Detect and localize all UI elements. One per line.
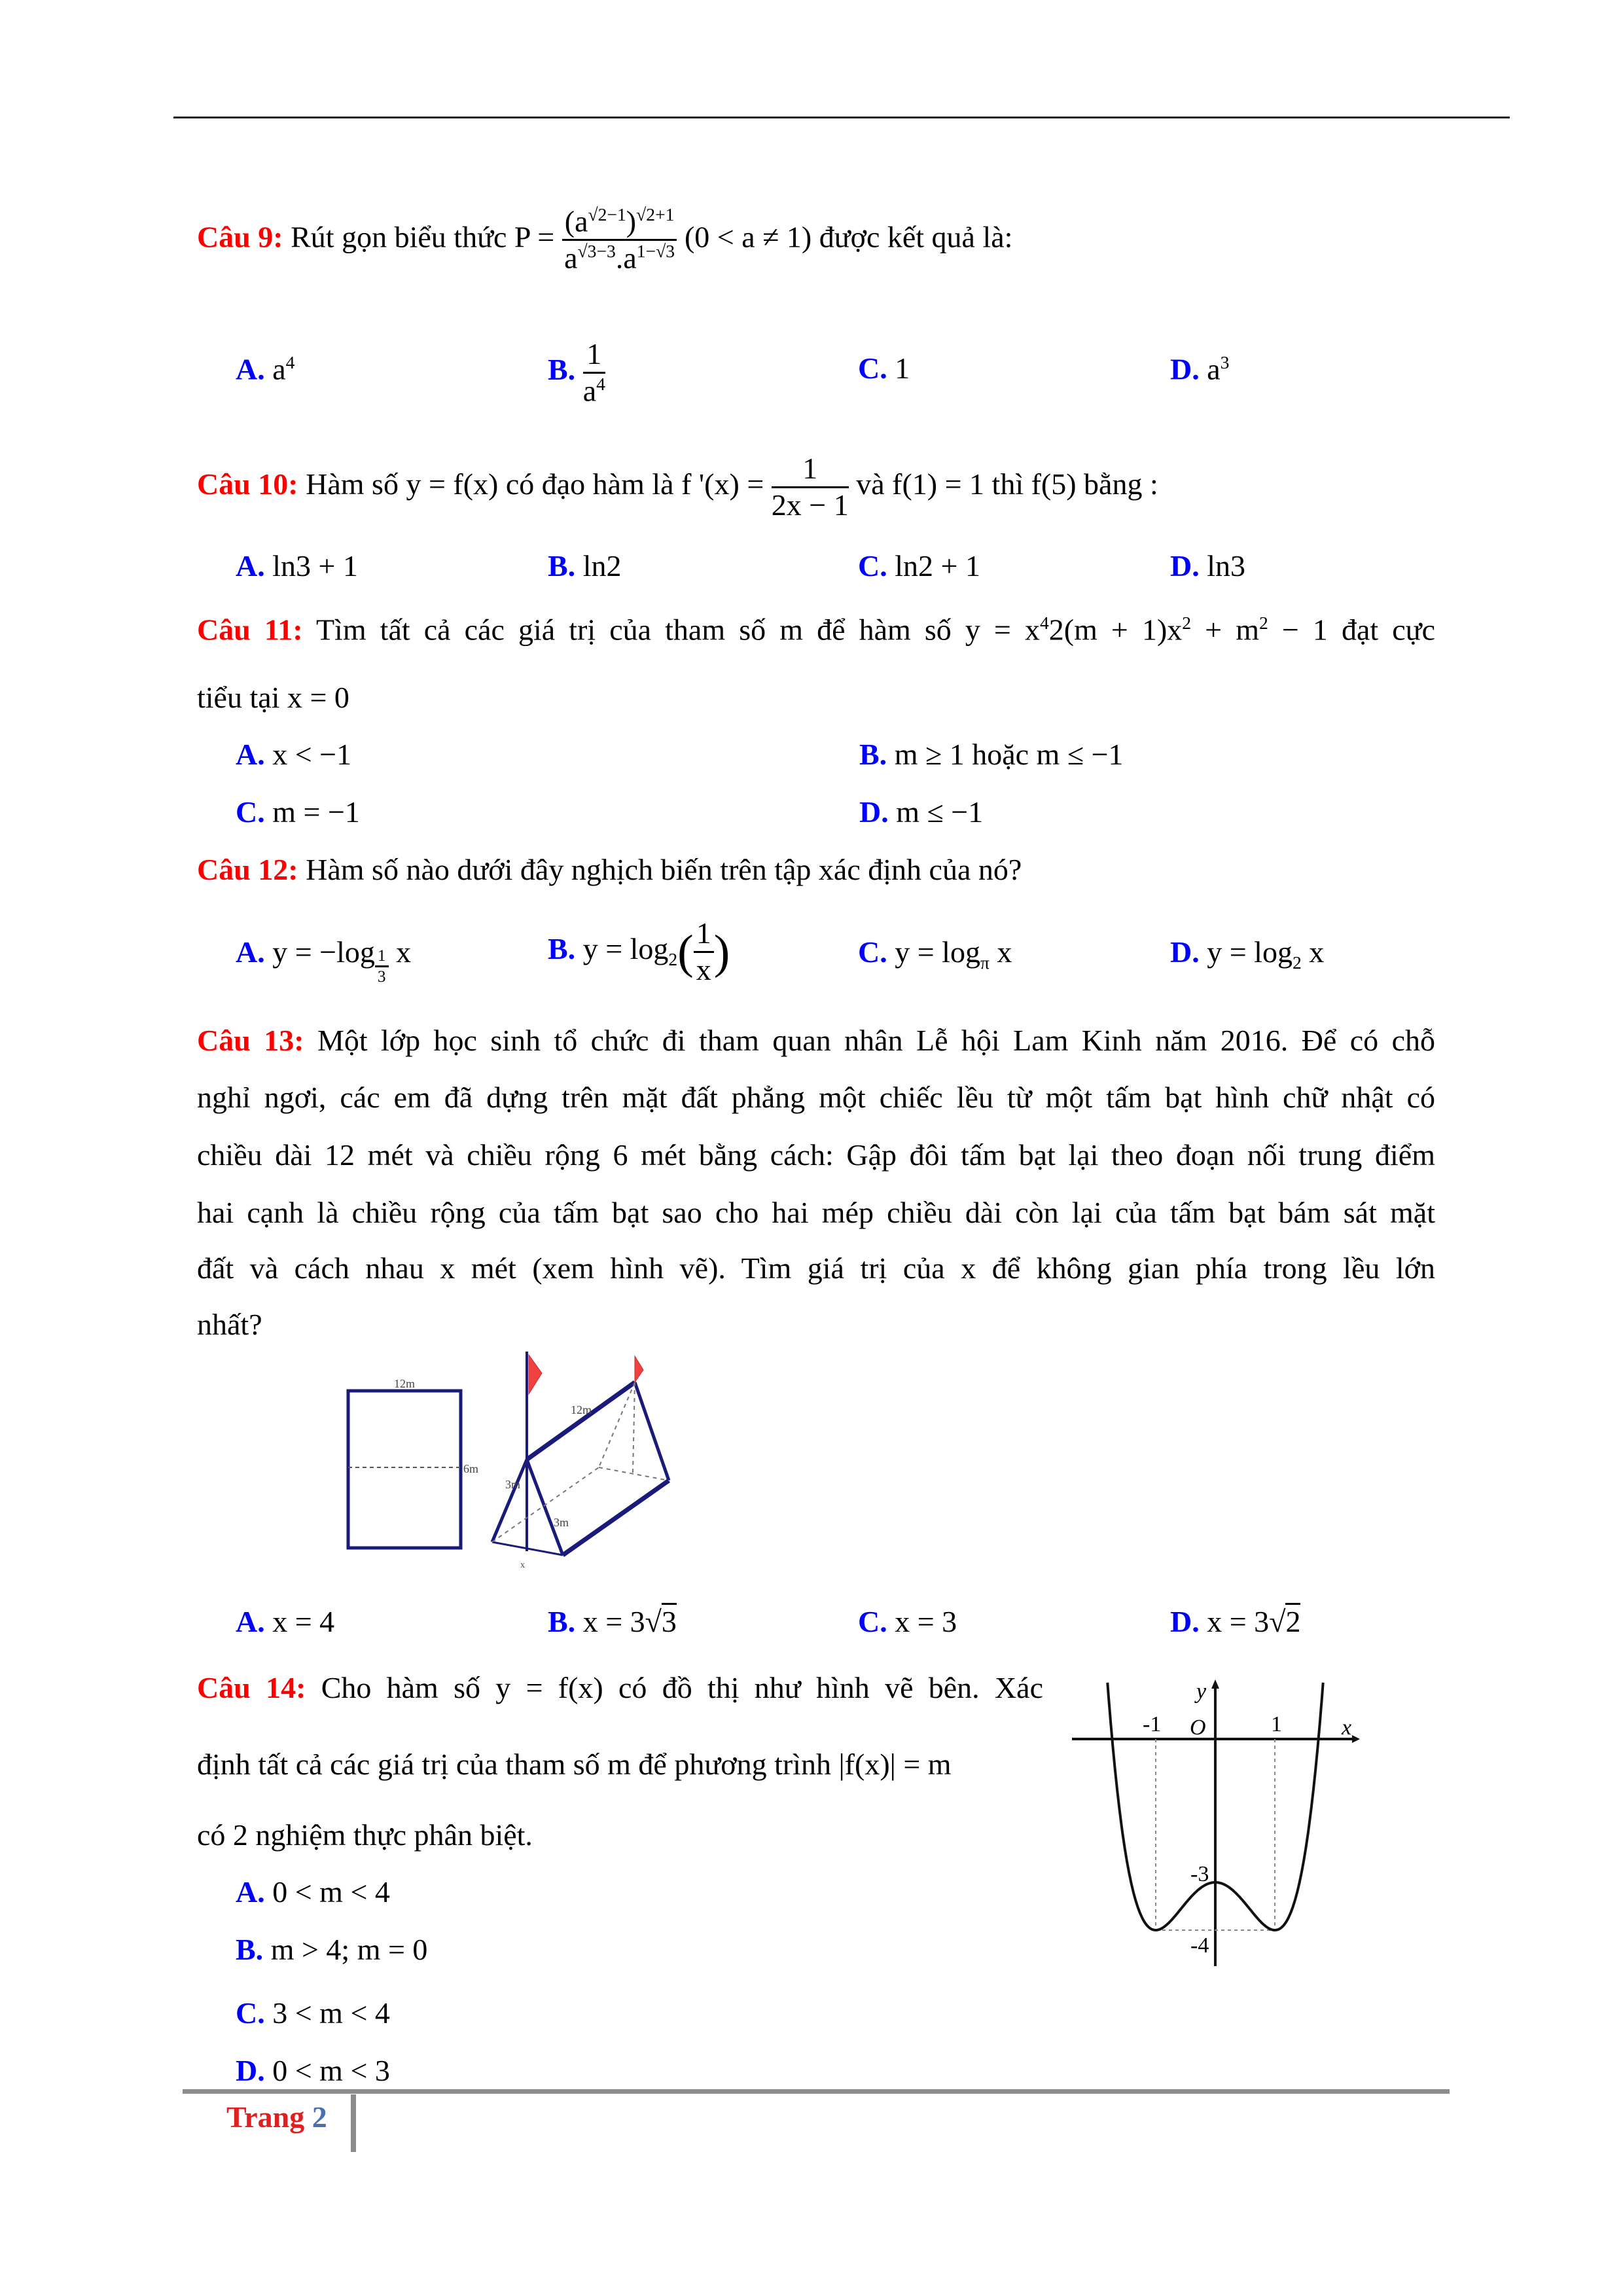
- option-value: 0 < m < 4: [272, 1875, 390, 1909]
- option-key: D.: [1170, 935, 1200, 969]
- exponent: 2: [1258, 613, 1268, 633]
- option-fraction: [694, 916, 714, 988]
- option-b[interactable]: [548, 1607, 677, 1637]
- base-label: x: [520, 1560, 525, 1570]
- option-key: D.: [1170, 549, 1200, 583]
- exponent: 4: [596, 373, 605, 394]
- footer-label: Trang: [226, 2100, 305, 2134]
- denominator: x: [696, 952, 711, 986]
- exponent: 4: [1039, 613, 1049, 633]
- question-13-line: nghỉ ngơi, các em đã dựng trên mặt đất phẳng một chiếc lều từ một tấm bạt hình chữ nhật có: [197, 1081, 1435, 1114]
- option-c[interactable]: [236, 797, 360, 827]
- option-a[interactable]: [236, 740, 351, 770]
- numerator: 1: [375, 946, 389, 967]
- question-13-line: nhất?: [197, 1308, 262, 1341]
- option-b[interactable]: [236, 1935, 427, 1965]
- option-key: C.: [858, 1605, 887, 1638]
- option-a[interactable]: [236, 551, 358, 581]
- question-text: và f(1) = 1 thì f(5) bằng :: [856, 467, 1158, 501]
- question-11: [197, 614, 1435, 645]
- question-12: [197, 855, 1022, 885]
- option-c[interactable]: [858, 353, 910, 384]
- option-key: D.: [236, 2054, 265, 2087]
- option-value: x = 3: [1207, 1605, 1270, 1638]
- option-a[interactable]: [236, 937, 411, 986]
- question-text: Rút gọn biểu thức P =: [291, 220, 555, 254]
- option-b[interactable]: [859, 740, 1124, 770]
- option-value: x: [388, 935, 412, 969]
- option-value: y = log: [582, 931, 669, 965]
- numerator: 1: [772, 452, 849, 488]
- question-text: tiểu tại x = 0: [197, 681, 349, 714]
- option-value: x = 4: [272, 1605, 335, 1638]
- numerator: $(a^{√2-1})^{√2+1}$: [562, 204, 677, 241]
- question-14: [197, 1673, 1043, 1703]
- option-key: C.: [858, 549, 887, 583]
- question-text: Cho hàm số y = f(x) có đồ thị như hình vẽ bên. Xác: [321, 1671, 1044, 1704]
- exponent: 4: [285, 352, 295, 372]
- question-label: Câu 13:: [197, 1024, 304, 1057]
- option-value: x: [989, 935, 1012, 969]
- denominator: 3: [377, 967, 386, 986]
- option-a[interactable]: [236, 353, 294, 384]
- length-label: 12m: [393, 1377, 416, 1390]
- exponent: 2: [1182, 613, 1192, 633]
- option-b[interactable]: [548, 337, 605, 408]
- page-footer: [226, 2102, 327, 2132]
- option-value: ln2 + 1: [895, 549, 980, 583]
- option-key: A.: [236, 738, 265, 771]
- option-value: m ≤ −1: [896, 795, 984, 829]
- exponent: √2+1: [636, 204, 675, 224]
- x-axis-label: x: [1342, 1715, 1352, 1740]
- question-13-line: [197, 1026, 1435, 1056]
- question-text: + m: [1191, 613, 1259, 647]
- option-c[interactable]: [858, 551, 980, 581]
- tent-length-label: 12m: [571, 1403, 592, 1416]
- base: a: [564, 241, 578, 275]
- option-fraction: [583, 337, 605, 408]
- option-value: x = 3: [895, 1605, 957, 1638]
- footer-divider: [351, 2094, 356, 2152]
- question-label: Câu 9:: [197, 220, 283, 254]
- question-text: 2(m + 1)x: [1048, 613, 1183, 647]
- flag-icon: [635, 1356, 643, 1382]
- tarp-rectangle: [348, 1391, 461, 1548]
- option-key: A.: [236, 549, 265, 583]
- option-key: B.: [236, 1933, 264, 1966]
- option-value: ln3 + 1: [272, 549, 358, 583]
- option-value: x = 3: [582, 1605, 645, 1638]
- option-value: m ≥ 1 hoặc m ≤ −1: [894, 738, 1124, 771]
- function-graph: [1047, 1662, 1453, 2055]
- question-10: [197, 452, 1158, 523]
- option-a[interactable]: [236, 1607, 334, 1637]
- option-key: A.: [236, 1875, 265, 1909]
- numerator: 1: [583, 337, 605, 374]
- question-tail: được kết quả là:: [819, 220, 1013, 254]
- y-axis-arrow-icon: [1211, 1679, 1219, 1689]
- base: a: [582, 374, 597, 408]
- option-c[interactable]: [858, 937, 1012, 972]
- option-key: D.: [1170, 352, 1200, 386]
- base: a: [575, 204, 588, 238]
- option-value: a: [1207, 352, 1221, 386]
- option-value: a: [272, 352, 286, 386]
- page-number: 2: [312, 2100, 327, 2134]
- log-base-fraction: [375, 946, 389, 986]
- side-label: 3m: [554, 1516, 569, 1529]
- y-axis-label: y: [1196, 1679, 1207, 1704]
- option-key: B.: [548, 1605, 576, 1638]
- option-value: y = log: [895, 935, 980, 969]
- log-base: 2: [1292, 952, 1302, 973]
- option-b[interactable]: [548, 551, 621, 581]
- radicand: 3: [662, 1603, 677, 1638]
- option-key: B.: [859, 738, 887, 771]
- question-label: Câu 10:: [197, 467, 298, 501]
- option-value: y = −log: [272, 935, 375, 969]
- option-d[interactable]: [1170, 551, 1245, 581]
- width-label: 6m: [463, 1462, 479, 1475]
- question-label: Câu 14:: [197, 1671, 306, 1704]
- option-value: x < −1: [272, 738, 352, 771]
- option-key: D.: [1170, 1605, 1200, 1638]
- sqrt-icon: √: [645, 1605, 662, 1638]
- option-d[interactable]: [1170, 353, 1229, 384]
- question-13-line: đất và cách nhau x mét (xem hình vẽ). Tìm giá trị của x để không gian phía trong lều lớn: [197, 1251, 1435, 1285]
- equation: |f(x)| = m: [838, 1748, 952, 1781]
- option-key: C.: [858, 351, 887, 385]
- log-base: 2: [668, 949, 678, 970]
- option-d[interactable]: [236, 2056, 390, 2086]
- question-13-line: hai cạnh là chiều rộng của tấm bạt sao cho hai mép chiều dài còn lại của tấm bạt bám sát mặt: [197, 1196, 1435, 1229]
- tent-drawing: [492, 1352, 669, 1555]
- question-14-line: [197, 1749, 952, 1780]
- exponent: 3: [1220, 352, 1230, 372]
- option-d[interactable]: [1170, 937, 1324, 972]
- option-value: 1: [895, 351, 910, 385]
- option-d[interactable]: [1170, 1607, 1300, 1637]
- header-rule: [173, 117, 1510, 118]
- option-key: B.: [548, 353, 576, 387]
- option-value: x: [1301, 935, 1325, 969]
- option-key: A.: [236, 935, 265, 969]
- option-value: y = log: [1207, 935, 1293, 969]
- base: .a: [615, 241, 637, 275]
- question-9: [197, 204, 1012, 276]
- question-text: định tất cả các giá trị của tham số m để phương trình: [197, 1748, 831, 1781]
- side-label: 3m: [505, 1478, 521, 1491]
- condition: (0 < a ≠ 1): [684, 220, 812, 254]
- exponent: 1−√3: [636, 241, 675, 262]
- question-13-line: chiều dài 12 mét và chiều rộng 6 mét bằng cách: Gập đôi tấm bạt lại theo đoạn nối trung điểm: [197, 1138, 1435, 1172]
- log-base: π: [980, 952, 990, 973]
- y-tick-label: -4: [1190, 1933, 1209, 1958]
- denominator: [583, 374, 605, 408]
- option-key: C.: [858, 935, 887, 969]
- x-tick-label: -1: [1143, 1712, 1162, 1736]
- option-key: B.: [548, 931, 576, 965]
- tent-figure: [340, 1348, 1309, 1584]
- option-a[interactable]: [236, 1877, 390, 1907]
- expression-fraction: [562, 204, 677, 276]
- option-value: m > 4; m = 0: [270, 1933, 428, 1966]
- option-key: A.: [236, 1605, 265, 1638]
- denominator: [562, 241, 677, 276]
- denominator: 2x − 1: [771, 488, 849, 522]
- option-key: A.: [236, 352, 265, 386]
- radicand: 2: [1285, 1603, 1300, 1638]
- question-text: có 2 nghiệm thực phân biệt.: [197, 1818, 533, 1852]
- sqrt-icon: √: [1269, 1605, 1286, 1638]
- option-value: 0 < m < 3: [272, 2054, 390, 2087]
- option-d[interactable]: [859, 797, 983, 827]
- option-c[interactable]: [236, 1998, 390, 2028]
- option-c[interactable]: [858, 1607, 957, 1637]
- option-key: C.: [236, 1996, 265, 2030]
- question-label: Câu 12:: [197, 853, 298, 886]
- flag-icon: [529, 1355, 542, 1394]
- option-value: ln3: [1207, 549, 1246, 583]
- option-value: m = −1: [272, 795, 360, 829]
- numerator: 1: [694, 916, 714, 953]
- y-tick-label: -3: [1190, 1862, 1209, 1886]
- option-key: C.: [236, 795, 265, 829]
- question-text: Một lớp học sinh tổ chức đi tham quan nhân Lễ hội Lam Kinh năm 2016. Để có chỗ: [317, 1024, 1435, 1057]
- option-value: 3 < m < 4: [272, 1996, 390, 2030]
- question-text: − 1 đạt cực: [1268, 613, 1436, 647]
- exponent: √2−1: [588, 204, 626, 224]
- origin-label: O: [1190, 1715, 1206, 1740]
- option-key: B.: [548, 549, 576, 583]
- option-b[interactable]: B. $y = \log_2$( $\frac{1}{x}$ ): [548, 916, 730, 986]
- question-text: Hàm số y = f(x) có đạo hàm là f '(x) =: [306, 467, 764, 501]
- option-key: D.: [859, 795, 889, 829]
- derivative-fraction: [772, 452, 849, 523]
- question-text: Hàm số nào dưới đây nghịch biến trên tập xác định của nó?: [306, 853, 1022, 886]
- question-text: Tìm tất cả các giá trị của tham số m để hàm số y = x: [315, 613, 1040, 647]
- question-label: Câu 11:: [197, 613, 303, 647]
- footer-rule: [183, 2089, 1450, 2094]
- option-value: ln2: [582, 549, 622, 583]
- x-axis-arrow-icon: [1352, 1735, 1360, 1743]
- exponent: √3−3: [577, 241, 616, 262]
- x-tick-label: 1: [1271, 1712, 1282, 1736]
